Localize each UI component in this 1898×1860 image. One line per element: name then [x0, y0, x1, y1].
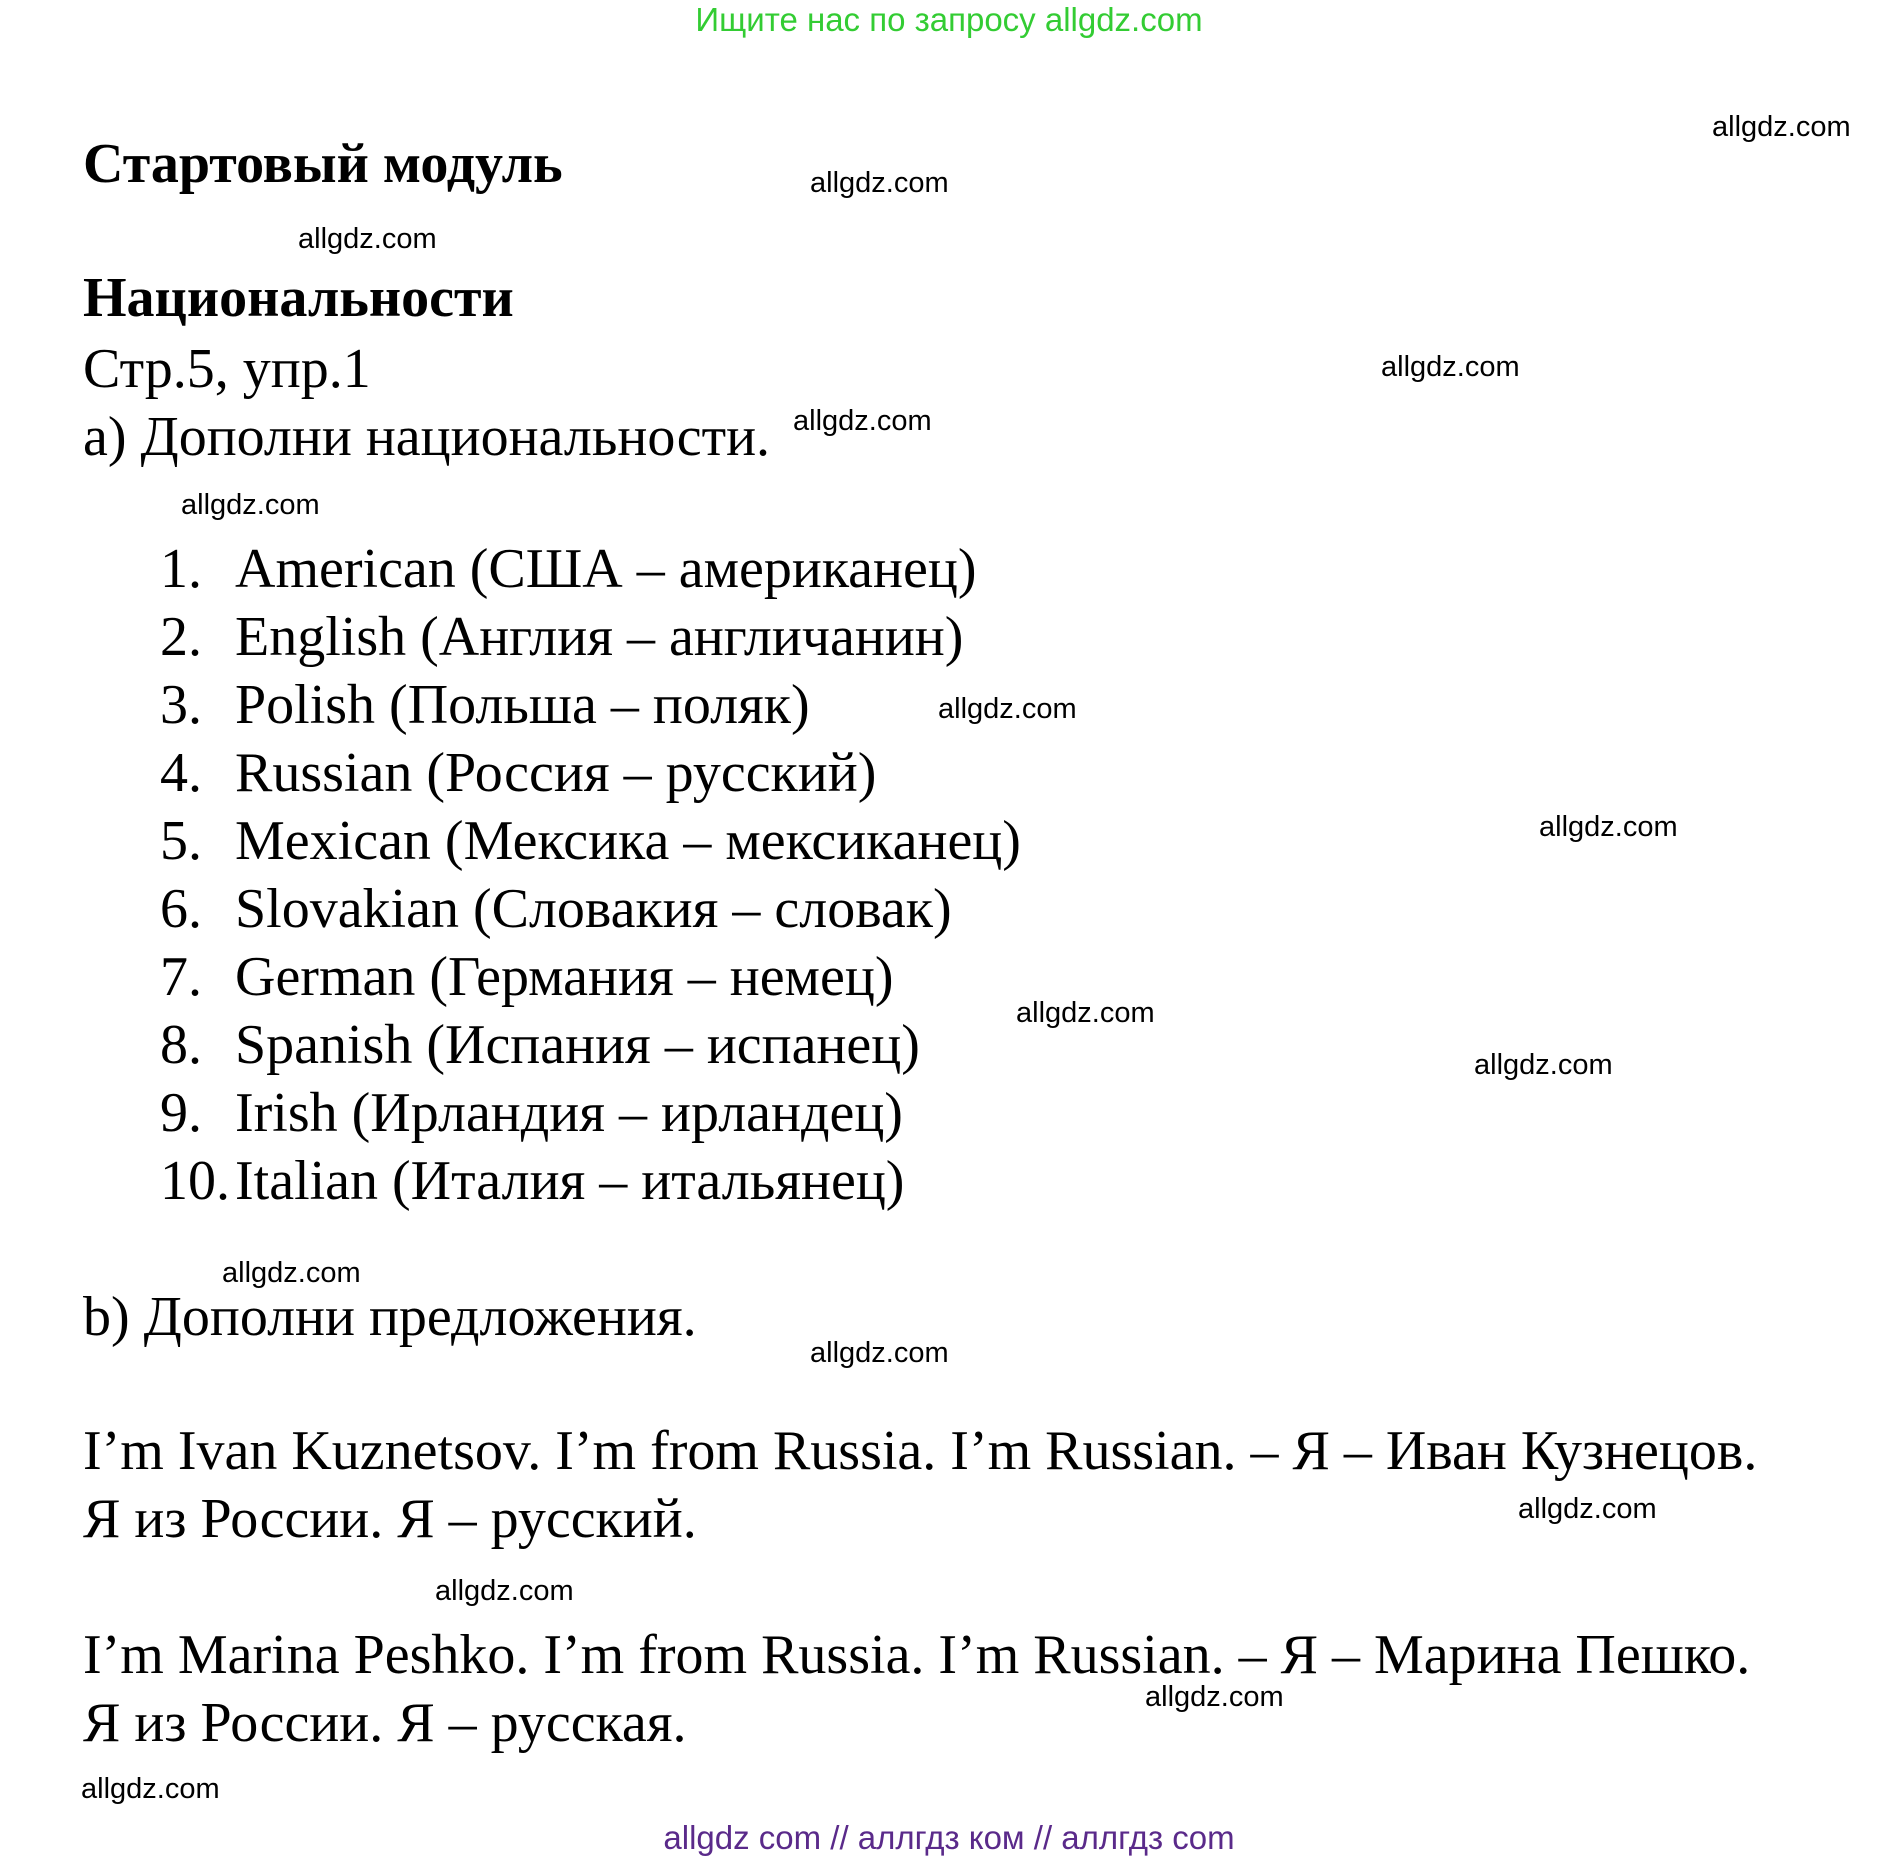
watermark: allgdz.com	[81, 1773, 220, 1805]
item-text: Mexican (Мексика – мексиканец)	[235, 810, 1021, 872]
footer-banner: allgdz com // аллгдз ком // аллгдз com	[663, 1819, 1235, 1856]
item-number: 3.	[160, 674, 202, 736]
list-item	[160, 604, 1160, 672]
watermark: allgdz.com	[1518, 1493, 1657, 1525]
task-a-heading: a) Дополни национальности.	[83, 406, 771, 468]
item-text: German (Германия – немец)	[235, 946, 894, 1008]
watermark: allgdz.com	[1145, 1681, 1284, 1713]
item-number: 8.	[160, 1014, 202, 1076]
page-reference: Стр.5, упр.1	[83, 338, 371, 400]
item-number: 9.	[160, 1082, 202, 1144]
watermark: allgdz.com	[793, 405, 932, 437]
item-text: Italian (Италия – итальянец)	[235, 1150, 905, 1212]
watermark: allgdz.com	[1381, 351, 1520, 383]
item-number: 2.	[160, 606, 202, 668]
watermark: allgdz.com	[1474, 1049, 1613, 1081]
watermark: allgdz.com	[1712, 111, 1851, 143]
watermark: allgdz.com	[810, 1337, 949, 1369]
watermark: allgdz.com	[938, 693, 1077, 725]
watermark: allgdz.com	[222, 1257, 361, 1289]
list-item	[160, 1012, 1160, 1080]
watermark: allgdz.com	[181, 489, 320, 521]
section-title: Национальности	[83, 267, 514, 329]
item-text: American (США – американец)	[235, 538, 977, 600]
list-item	[160, 876, 1160, 944]
item-text: Russian (Россия – русский)	[235, 742, 877, 804]
item-text: English (Англия – англичанин)	[235, 606, 964, 668]
sentence-2-line-1: I’m Marina Peshko. I’m from Russia. I’m Russian. – Я – Марина Пешко.	[83, 1624, 1751, 1686]
sentence-2-line-2: Я из России. Я – русская.	[83, 1692, 687, 1754]
watermark: allgdz.com	[810, 167, 949, 199]
list-item	[160, 808, 1160, 876]
item-text: Slovakian (Словакия – словак)	[235, 878, 952, 940]
watermark: allgdz.com	[435, 1575, 574, 1607]
item-number: 7.	[160, 946, 202, 1008]
list-item	[160, 536, 1160, 604]
sentence-1-line-2: Я из России. Я – русский.	[83, 1488, 697, 1550]
list-item	[160, 1148, 1160, 1216]
item-text: Spanish (Испания – испанец)	[235, 1014, 920, 1076]
list-item	[160, 740, 1160, 808]
item-number: 10.	[160, 1150, 230, 1212]
list-item	[160, 1080, 1160, 1148]
watermark: allgdz.com	[298, 223, 437, 255]
item-number: 1.	[160, 538, 202, 600]
list-item	[160, 944, 1160, 1012]
item-text: Polish (Польша – поляк)	[235, 674, 810, 736]
item-text: Irish (Ирландия – ирландец)	[235, 1082, 903, 1144]
watermark: allgdz.com	[1539, 811, 1678, 843]
item-number: 4.	[160, 742, 202, 804]
item-number: 6.	[160, 878, 202, 940]
watermark: allgdz.com	[1016, 997, 1155, 1029]
task-b-heading: b) Дополни предложения.	[83, 1286, 697, 1348]
sentence-1-line-1: I’m Ivan Kuznetsov. I’m from Russia. I’m Russian. – Я – Иван Кузнецов.	[83, 1420, 1758, 1482]
header-banner: Ищите нас по запросу allgdz.com	[695, 1, 1203, 38]
page-title: Стартовый модуль	[83, 133, 563, 195]
item-number: 5.	[160, 810, 202, 872]
